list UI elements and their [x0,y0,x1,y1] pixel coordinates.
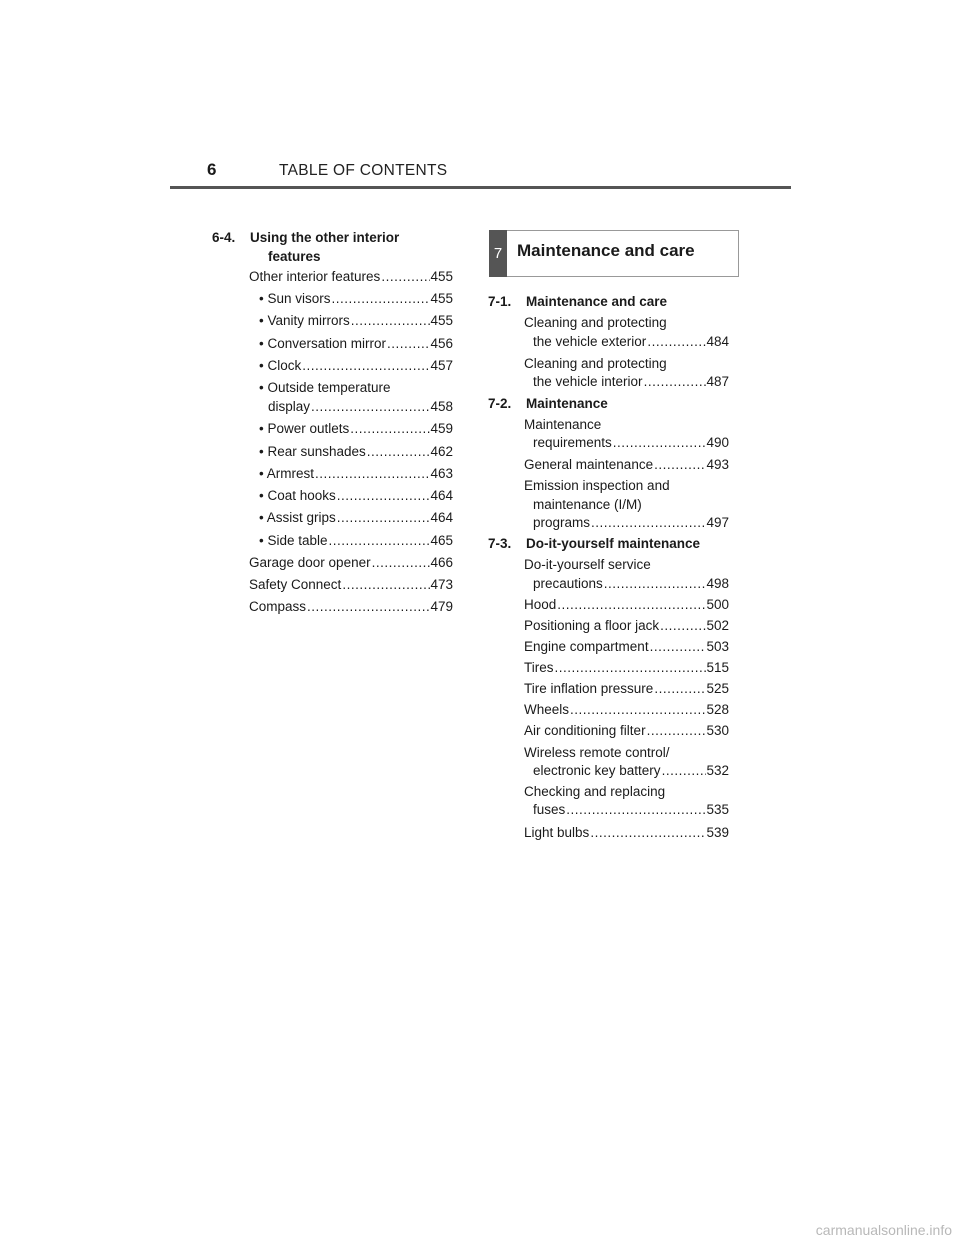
toc-entry-title: Tire inflation pressure [524,681,654,696]
toc-entry[interactable] [533,435,729,450]
toc-entry-page: 502 [706,618,729,633]
toc-entry-title: • Coat hooks [259,488,336,503]
toc-entry[interactable] [259,510,453,525]
toc-entry-page: 515 [706,660,729,675]
toc-entry[interactable] [524,639,729,654]
watermark: carmanualsonline.info [815,1222,952,1238]
toc-entry-page: 456 [430,336,453,351]
toc-entry[interactable] [524,618,729,633]
toc-entry-title: Checking and replacing [524,784,666,799]
toc-entry-page: 525 [706,681,729,696]
toc-entry[interactable] [533,763,729,778]
page-number: 6 [207,160,217,179]
toc-entry-title: Garage door opener [249,555,371,570]
toc-entry-title: Engine compartment [524,639,649,654]
toc-entry[interactable] [249,555,453,570]
toc-entry-title: Other interior features [249,269,381,284]
toc-entry[interactable] [259,466,453,481]
toc-entry-page: 500 [706,597,729,612]
toc-entry[interactable] [259,358,453,373]
toc-entry-title-continued: the vehicle exterior [533,334,647,349]
toc-entry[interactable] [259,291,453,306]
chapter-number: 7 [489,230,507,277]
toc-entry[interactable] [524,660,729,675]
toc-entry-title: Wheels [524,702,570,717]
toc-entry[interactable] [259,421,453,436]
page-title: TABLE OF CONTENTS [279,162,448,179]
toc-entry[interactable] [259,313,453,328]
toc-entry[interactable] [249,577,453,592]
toc-entry-title: Hood [524,597,557,612]
toc-entry-title-continued: precautions [533,576,603,591]
toc-entry-page: 462 [430,444,453,459]
toc-entry-page: 528 [706,702,729,717]
chapter-title: Maintenance and care [517,241,695,260]
toc-entry-title: • Sun visors [259,291,331,306]
toc-entry[interactable] [524,457,729,472]
toc-entry-title: • Assist grips [259,510,336,525]
toc-entry-page: 455 [430,313,453,328]
toc-entry-page: 455 [430,291,453,306]
toc-entry-title: • Vanity mirrors [259,313,350,328]
toc-entry-page: 490 [706,435,729,450]
toc-entry-title: Tires [524,660,554,675]
toc-entry-page: 535 [706,802,729,817]
toc-entry-title-continued: requirements [533,435,612,450]
section-heading-7-2 [488,396,608,411]
toc-entry-page: 457 [430,358,453,373]
section-title: Using the other interior [250,230,400,245]
toc-entry-title: Wireless remote control/ [524,745,670,760]
section-title: Do-it-yourself maintenance [526,536,701,551]
toc-entry[interactable] [533,334,729,349]
section-number: 6-4. [212,230,236,245]
toc-entry[interactable] [524,702,729,717]
toc-entry[interactable] [533,576,729,591]
toc-entry-title: Air conditioning filter [524,723,646,738]
toc-entry[interactable] [259,444,453,459]
toc-entry-page: 530 [706,723,729,738]
toc-entry-page: 459 [430,421,453,436]
toc-entry-title: • Armrest [259,466,314,481]
toc-entry-page: 466 [430,555,453,570]
toc-entry-title: Emission inspection and [524,478,670,493]
toc-entry-title: • Side table [259,533,328,548]
toc-entry-title-continued: fuses [533,802,566,817]
toc-entry-page: 455 [430,269,453,284]
toc-entry-page: 498 [706,576,729,591]
toc-entry-page: 464 [430,488,453,503]
toc-entry-page: 465 [430,533,453,548]
toc-entry-title: Safety Connect [249,577,342,592]
toc-entry-page: 473 [430,577,453,592]
toc-entry-page: 458 [430,399,453,414]
toc-entry-title: Cleaning and protecting [524,356,667,371]
toc-entry[interactable] [524,597,729,612]
toc-entry[interactable] [524,681,729,696]
toc-entry-title: Do-it-yourself service [524,557,651,572]
toc-entry-title-continued: programs [533,515,591,530]
toc-entry-page: 497 [706,515,729,530]
toc-entry-title: • Power outlets [259,421,350,436]
section-heading-7-3 [488,536,700,551]
toc-entry[interactable] [533,802,729,817]
toc-entry-title-continued: display [268,399,311,414]
toc-entry-title-continued: the vehicle interior [533,374,643,389]
toc-entry-title-continued: maintenance (I/M) [533,497,642,512]
section-title: Maintenance and care [526,294,668,309]
toc-entry[interactable] [259,336,453,351]
toc-entry-title: • Clock [259,358,302,373]
toc-entry[interactable] [533,515,729,530]
toc-entry[interactable] [259,533,453,548]
toc-entry-title: Maintenance [524,417,602,432]
section-number: 7-2. [488,396,512,411]
toc-entry[interactable] [524,825,729,840]
toc-entry[interactable] [268,399,453,414]
toc-entry-page: 463 [430,466,453,481]
toc-entry-page: 539 [706,825,729,840]
toc-entry-page: 503 [706,639,729,654]
toc-entry-title: • Outside temperature [259,380,391,395]
section-heading-7-1 [488,294,667,309]
section-heading-6-4 [212,230,399,245]
toc-entry-title: Light bulbs [524,825,590,840]
toc-entry-title: • Rear sunshades [259,444,366,459]
toc-entry-page: 464 [430,510,453,525]
toc-entry[interactable] [259,488,453,503]
toc-entry-page: 479 [430,599,453,614]
toc-entry-title: Cleaning and protecting [524,315,667,330]
toc-entry-page: 493 [706,457,729,472]
toc-entry-title: Positioning a floor jack [524,618,660,633]
toc-entry-title: Compass [249,599,307,614]
section-number: 7-1. [488,294,512,309]
toc-entry-page: 532 [706,763,729,778]
section-title: Maintenance [526,396,608,411]
section-title-continued: features [268,249,321,264]
toc-entry[interactable] [533,374,729,389]
toc-entry-title: • Conversation mirror [259,336,387,351]
toc-entry-page: 487 [706,374,729,389]
section-number: 7-3. [488,536,512,551]
toc-entry-title-continued: electronic key battery [533,763,661,778]
toc-entry-title: General maintenance [524,457,654,472]
toc-entry-page: 484 [706,334,729,349]
toc-entry[interactable] [249,599,453,614]
toc-entry[interactable] [249,269,453,284]
header-rule [170,186,791,189]
toc-entry[interactable] [524,723,729,738]
